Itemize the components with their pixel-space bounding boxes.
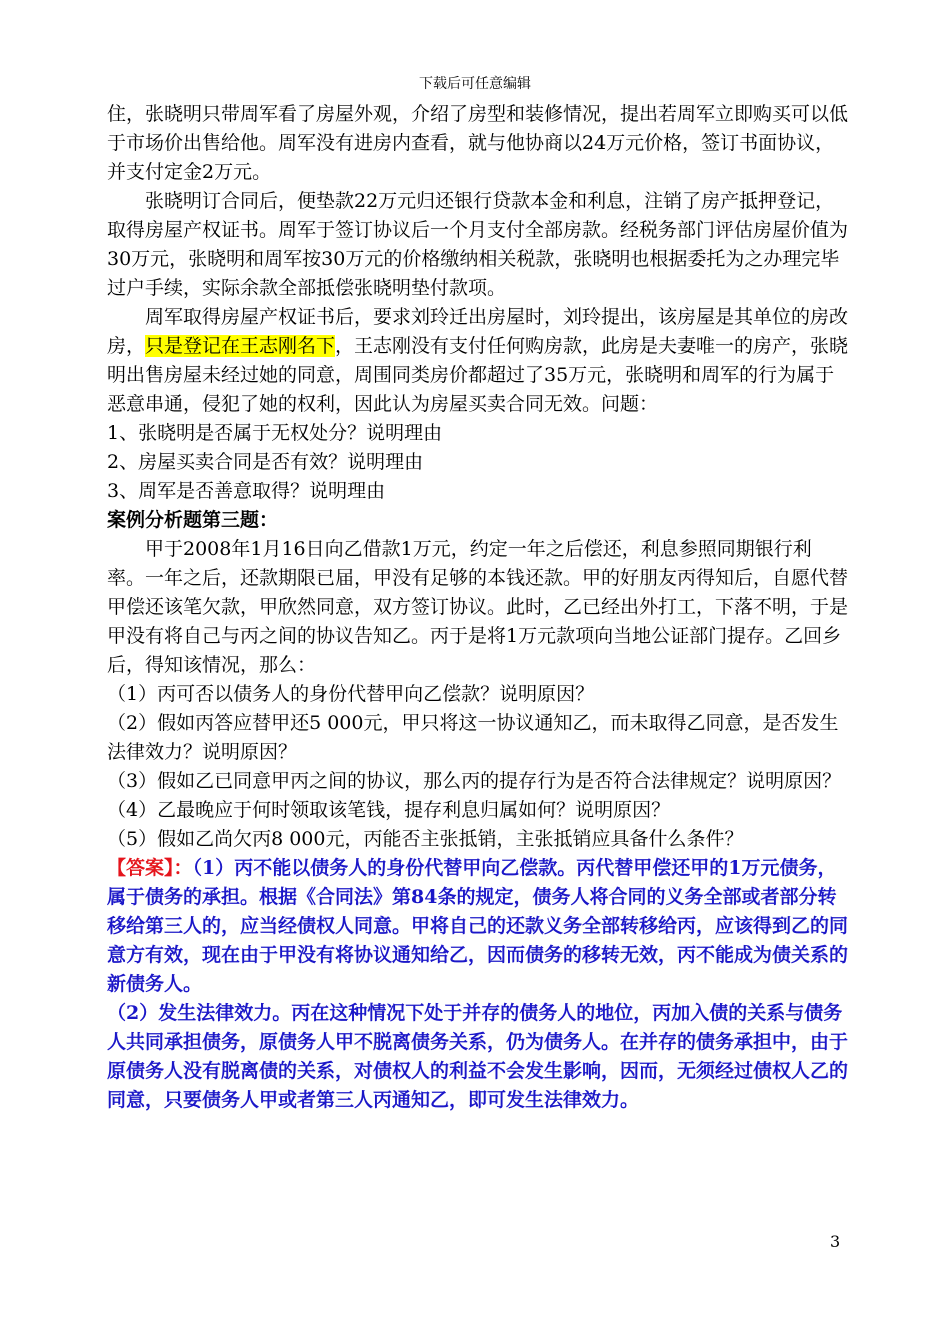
case3-question-1: （1）丙可否以债务人的身份代替甲向乙偿款？说明原因？ — [107, 683, 595, 705]
case2-question-1: 1、张晓明是否属于无权处分？说明理由 — [107, 422, 443, 444]
case3-title: 案例分析题第三题： — [107, 509, 279, 531]
answer-label: 【答案】： — [107, 857, 193, 879]
page-header: 下载后可任意编辑 — [419, 76, 531, 92]
case2-paragraph-3-start: 周军取得房屋产权证书后，要求刘玲迁出房屋时，刘玲提出，该房屋是其单位的房改房， — [107, 306, 849, 357]
answer-paragraph-2: （2）发生法律效力。丙在这种情况下处于并存的债务人的地位，丙加入债的关系与债务人共同承担债务，原债务人甲不脱离债务关系，仍为债务人。在并存的债务承担中，由于原债务人没有脱离债的关系，对债权人的利益不会发生影响，因而，无须经过债权人乙的同意，只要债务人甲或者第三人丙通知乙，即可发生法律效力。 — [107, 1002, 849, 1111]
case2-paragraph-3-end: ，王志刚没有支付任何购房款，此房是夫妻唯一的房产，张晓明出售房屋未经过她的同意，周围同类房价都超过了35万元，张晓明和周军的行为属于恶意串通，侵犯了她的权利，因此认为房屋买卖合同无效。问题： — [107, 335, 849, 415]
case2-paragraph-3 — [107, 303, 849, 419]
answer-1-text: （1）丙不能以债务人的身份代替甲向乙偿款。丙代替甲偿还甲的1万元债务，属于债务的承担。根据《合同法》第84条的规定，债务人将合同的义务全部或者部分转移给第三人的，应当经债权人同意。甲将自己的还款义务全部转移给丙，应该得到乙的同意方有效，现在由于甲没有将协议通知给乙，因而债务的移转无效，丙不能成为债关系的新债务人。 — [107, 857, 849, 995]
case3-question-2: （2）假如丙答应替甲还5 000元，甲只将这一协议通知乙，而未取得乙同意，是否发生法律效力？说明原因？ — [107, 712, 839, 763]
case2-paragraph-1: 住，张晓明只带周军看了房屋外观，介绍了房型和装修情况，提出若周军立即购买可以低于市场价出售给他。周军没有进房内查看，就与他协商以24万元价格，签订书面协议，并支付定金2万元。 — [107, 103, 849, 183]
case2-question-2: 2、房屋买卖合同是否有效？说明理由 — [107, 451, 424, 473]
answer-paragraph-1 — [107, 854, 849, 999]
highlighted-text: 只是登记在王志刚名下 — [145, 335, 336, 357]
page-number: 3 — [830, 1232, 841, 1251]
document-body — [107, 100, 849, 1115]
case3-paragraph-1: 甲于2008年1月16日向乙借款1万元，约定一年之后偿还，利息参照同期银行利率。一年之后，还款期限已届，甲没有足够的本钱还款。甲的好朋友丙得知后，自愿代替甲偿还该笔欠款，甲欣然同意，双方签订协议。此时，乙已经出外打工，下落不明，于是甲没有将自己与丙之间的协议告知乙。丙于是将1万元款项向当地公证部门提存。乙回乡后，得知该情况，那么： — [107, 538, 849, 676]
case3-question-5: （5）假如乙尚欠丙8 000元，丙能否主张抵销，主张抵销应具备什么条件？ — [107, 828, 744, 850]
case2-paragraph-2: 张晓明订合同后，便垫款22万元归还银行贷款本金和利息，注销了房产抵押登记，取得房屋产权证书。周军于签订协议后一个月支付全部房款。经税务部门评估房屋价值为30万元，张晓明和周军按30万元的价格缴纳相关税款，张晓明也根据委托为之办理完毕过户手续，实际余款全部抵偿张晓明垫付款项。 — [107, 190, 849, 299]
case3-question-3: （3）假如乙已同意甲丙之间的协议，那么丙的提存行为是否符合法律规定？说明原因？ — [107, 770, 842, 792]
case3-question-4: （4）乙最晚应于何时领取该笔钱，提存利息归属如何？说明原因？ — [107, 799, 671, 821]
case2-question-3: 3、周军是否善意取得？说明理由 — [107, 480, 386, 502]
